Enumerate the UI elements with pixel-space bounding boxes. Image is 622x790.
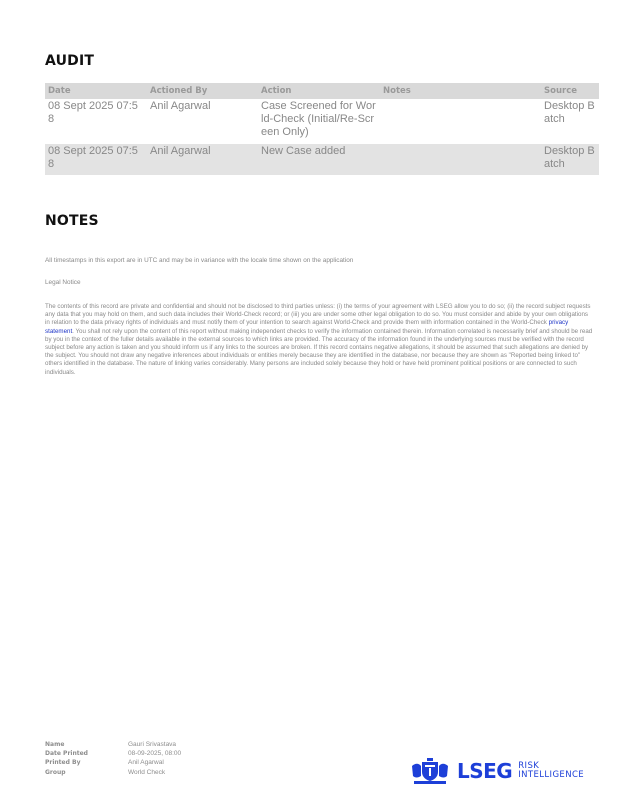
cell-action: Case Screened for World-Check (Initial/Re-Screen Only) (258, 99, 380, 144)
legal-notice-body (45, 303, 593, 377)
timezone-note: All timestamps in this export are in UTC and may be in variance with the locale time shown on the application (45, 257, 354, 264)
cell-date: 08 Sept 2025 07:58 (45, 99, 147, 144)
legal-notice-heading: Legal Notice (45, 279, 81, 286)
notes-title: NOTES (45, 213, 99, 229)
table-row (45, 99, 599, 144)
footer-group-value: World Check (128, 768, 166, 776)
footer-printed-by-label: Printed By (45, 759, 81, 767)
legal-text-part2: . You shall not rely upon the content of this report without making independent checks to verify the information contained therein. Information correlated is necessarily brief and should be read by you in the context of the fuller details available in the external sources to which links are provided. The accuracy of the information found in the underlying sources must be verified with the record subject before any action is taken and you should inform us if any links to the sources are broken. If this record contains negative allegations, it should be assumed that such allegations are denied by the subject. You should not draw any negative inferences about individuals or entities merely because they are identified in the database, nor because they are shown as "Reported being linked to" others identified in the database. The nature of linking varies considerably. Many persons are included solely because they hold or have held prominent political positions or are connected to such individuals. (45, 327, 593, 376)
legal-text-part1: The contents of this record are private and confidential and should not be disclosed to third parties unless: (i) the terms of your agreement with LSEG allow you to do so; (ii) the record subject requests any data that you may hold on them, and such data includes their World-Check record; or (iii) you are under some other legal obligation to do so. You must consider and abide by your own obligations in relation to the data privacy rights of individuals and must notify them of your intention to search against World-Check and provide them with information contained in the World-Check (45, 303, 591, 327)
privacy-statement-link[interactable]: privacy statement (45, 319, 569, 335)
lseg-logo (410, 756, 584, 786)
audit-table (45, 83, 599, 175)
audit-header-row (45, 83, 599, 99)
col-header-date: Date (45, 83, 147, 99)
audit-title: AUDIT (45, 53, 95, 69)
footer-printed-by-value: Anil Agarwal (128, 759, 164, 767)
cell-notes (380, 144, 541, 175)
cell-source: Desktop Batch (541, 99, 599, 144)
crest-icon (410, 756, 450, 786)
col-header-notes: Notes (380, 83, 541, 99)
footer-name-label: Name (45, 741, 65, 748)
footer-name-value: Gauri Srivastava (128, 741, 177, 748)
cell-date: 08 Sept 2025 07:58 (45, 144, 147, 175)
footer-date-value: 08-09-2025, 08:00 (128, 750, 182, 758)
col-header-source: Source (541, 83, 599, 99)
logo-sub-line2: INTELLIGENCE (518, 770, 585, 780)
col-header-action: Action (258, 83, 380, 99)
table-row (45, 144, 599, 175)
logo-sub-line1: RISK (518, 761, 540, 771)
cell-source: Desktop Batch (541, 144, 599, 175)
cell-actioned-by: Anil Agarwal (147, 99, 258, 144)
footer-date-label: Date Printed (45, 750, 88, 758)
lseg-brand: LSEG (457, 759, 513, 783)
footer-group-label: Group (45, 768, 66, 776)
print-footer (45, 740, 181, 777)
cell-notes (380, 99, 541, 144)
cell-action: New Case added (258, 144, 380, 175)
lseg-sub-label (518, 762, 584, 780)
col-header-actioned-by: Actioned By (147, 83, 258, 99)
cell-actioned-by: Anil Agarwal (147, 144, 258, 175)
